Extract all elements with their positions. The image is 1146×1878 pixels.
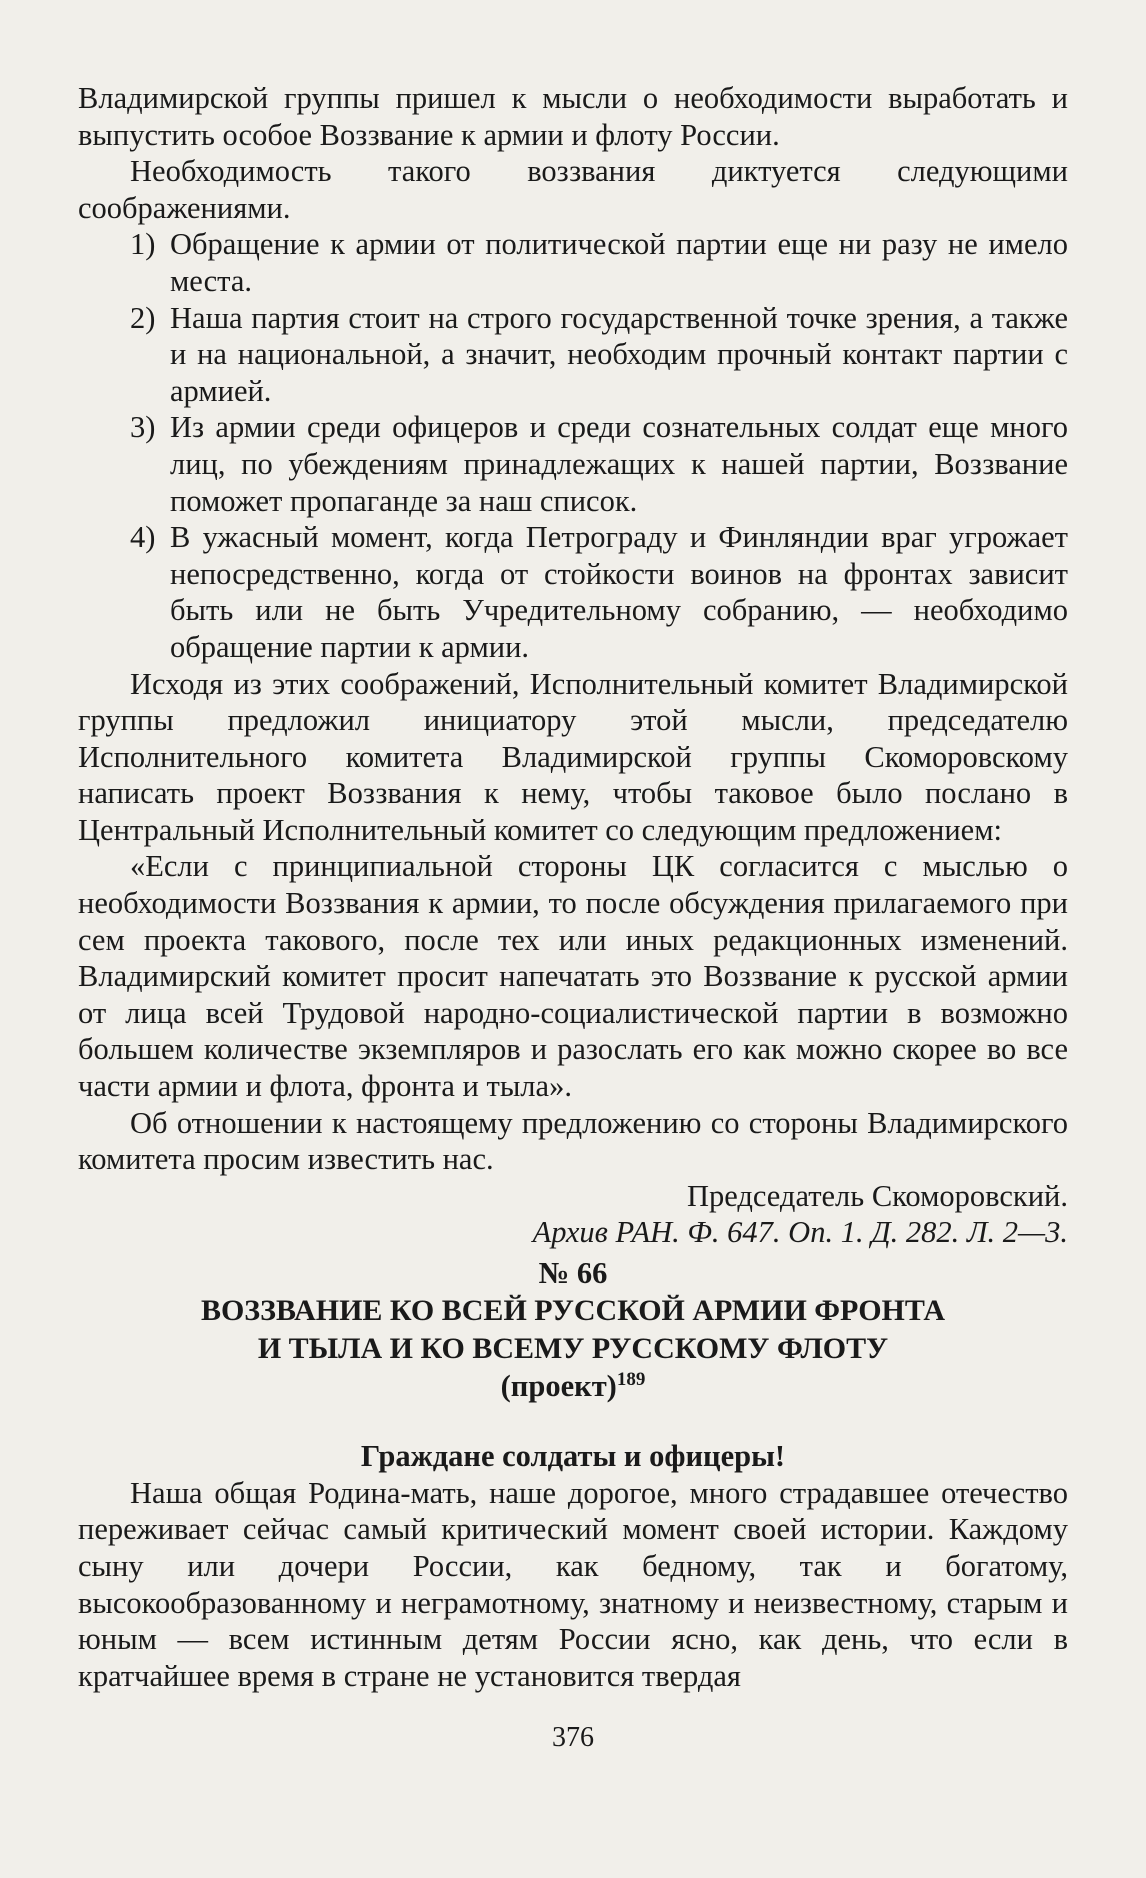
subtitle-text: (проект): [500, 1368, 617, 1403]
document-subtitle: [78, 1368, 1068, 1405]
paragraph-final: Наша общая Родина-мать, наше дорогое, много страдавшее отечество переживает сейчас самый критический момент своей истории. Каждому сыну или дочери России, как бедному, так и богатому, высокообразованному и неграмотному, знатному и неизвестному, старым и юным — всем истинным детям России ясно, как день, что если в кратчайшее время в стране не установится твердая: [78, 1475, 1068, 1693]
list-item-text: Обращение к армии от политической партии еще ни разу не имело места.: [170, 227, 1068, 298]
list-item: [78, 300, 1068, 410]
document-title-line-1: ВОЗЗВАНИЕ КО ВСЕЙ РУССКОЙ АРМИИ ФРОНТА: [200, 1293, 946, 1327]
archive-reference: Архив РАН. Ф. 647. Оп. 1. Д. 282. Л. 2—3.: [532, 1215, 1068, 1250]
list-item: [78, 409, 1068, 519]
list-item-text: Наша партия стоит на строго государственной точке зрения, а также и на национальной, а значит, необходим прочный контакт партии с армией.: [170, 300, 1068, 408]
list-item: [78, 226, 1068, 299]
salutation: Граждане солдаты и офицеры!: [360, 1439, 786, 1474]
document-number: № 66: [538, 1256, 608, 1290]
paragraph-quote: «Если с принципиальной стороны ЦК согласится с мыслью о необходимости Воззвания к армии, то после обсуждения прилагаемого при сем проекта такового, после тех или иных редакционных изменений. Владимирский комитет просит напечатать это Воззвание к русской армии от лица всей Трудовой народно-социалистической партии в возможно большем количестве экземпляров и разослать его как можно скорее во все части армии и флота, фронта и тыла».: [78, 849, 1068, 1104]
paragraph-proceeding: Исходя из этих соображений, Исполнительный комитет Владимирской группы предложил инициатору этой мысли, председателю Исполнительного комитета Владимирской группы Скоморовскому написать проект Воззвания к нему, чтобы таковое было послано в Центральный Исполнительный комитет со следующим предложением:: [78, 666, 1068, 847]
list-item-number: 3): [130, 410, 156, 445]
page-number: 376: [552, 1722, 594, 1753]
page-body: [78, 80, 1068, 1694]
signature: Председатель Скоморовский.: [686, 1178, 1068, 1213]
footnote-reference: 189: [616, 1368, 646, 1390]
list-item-text: В ужасный момент, когда Петрограду и Финляндии враг угрожает непосредственно, когда от стойкости воинов на фронтах зависит быть или не быть Учредительному собранию, — необходимо обращение партии к армии.: [170, 520, 1068, 664]
list-item: [78, 519, 1068, 665]
paragraph-necessity: Необходимость такого воззвания диктуется следующими соображениями.: [78, 154, 1068, 225]
paragraph-opening: Владимирской группы пришел к мысли о необходимости выработать и выпустить особое Воззвание к армии и флоту России.: [78, 81, 1068, 152]
paragraph-request: Об отношении к настоящему предложению со стороны Владимирского комитета просим известить нас.: [78, 1105, 1068, 1177]
document-title-line-2: И ТЫЛА И КО ВСЕМУ РУССКОМУ ФЛОТУ: [257, 1331, 889, 1365]
list-item-text: Из армии среди офицеров и среди сознательных солдат еще много лиц, по убеждениям принадлежащих к нашей партии, Воззвание поможет пропаганде за наш список.: [170, 410, 1068, 518]
list-item-number: 1): [130, 227, 156, 262]
reasons-list: [78, 226, 1068, 665]
list-item-number: 2): [130, 300, 156, 335]
list-item-number: 4): [130, 520, 156, 555]
